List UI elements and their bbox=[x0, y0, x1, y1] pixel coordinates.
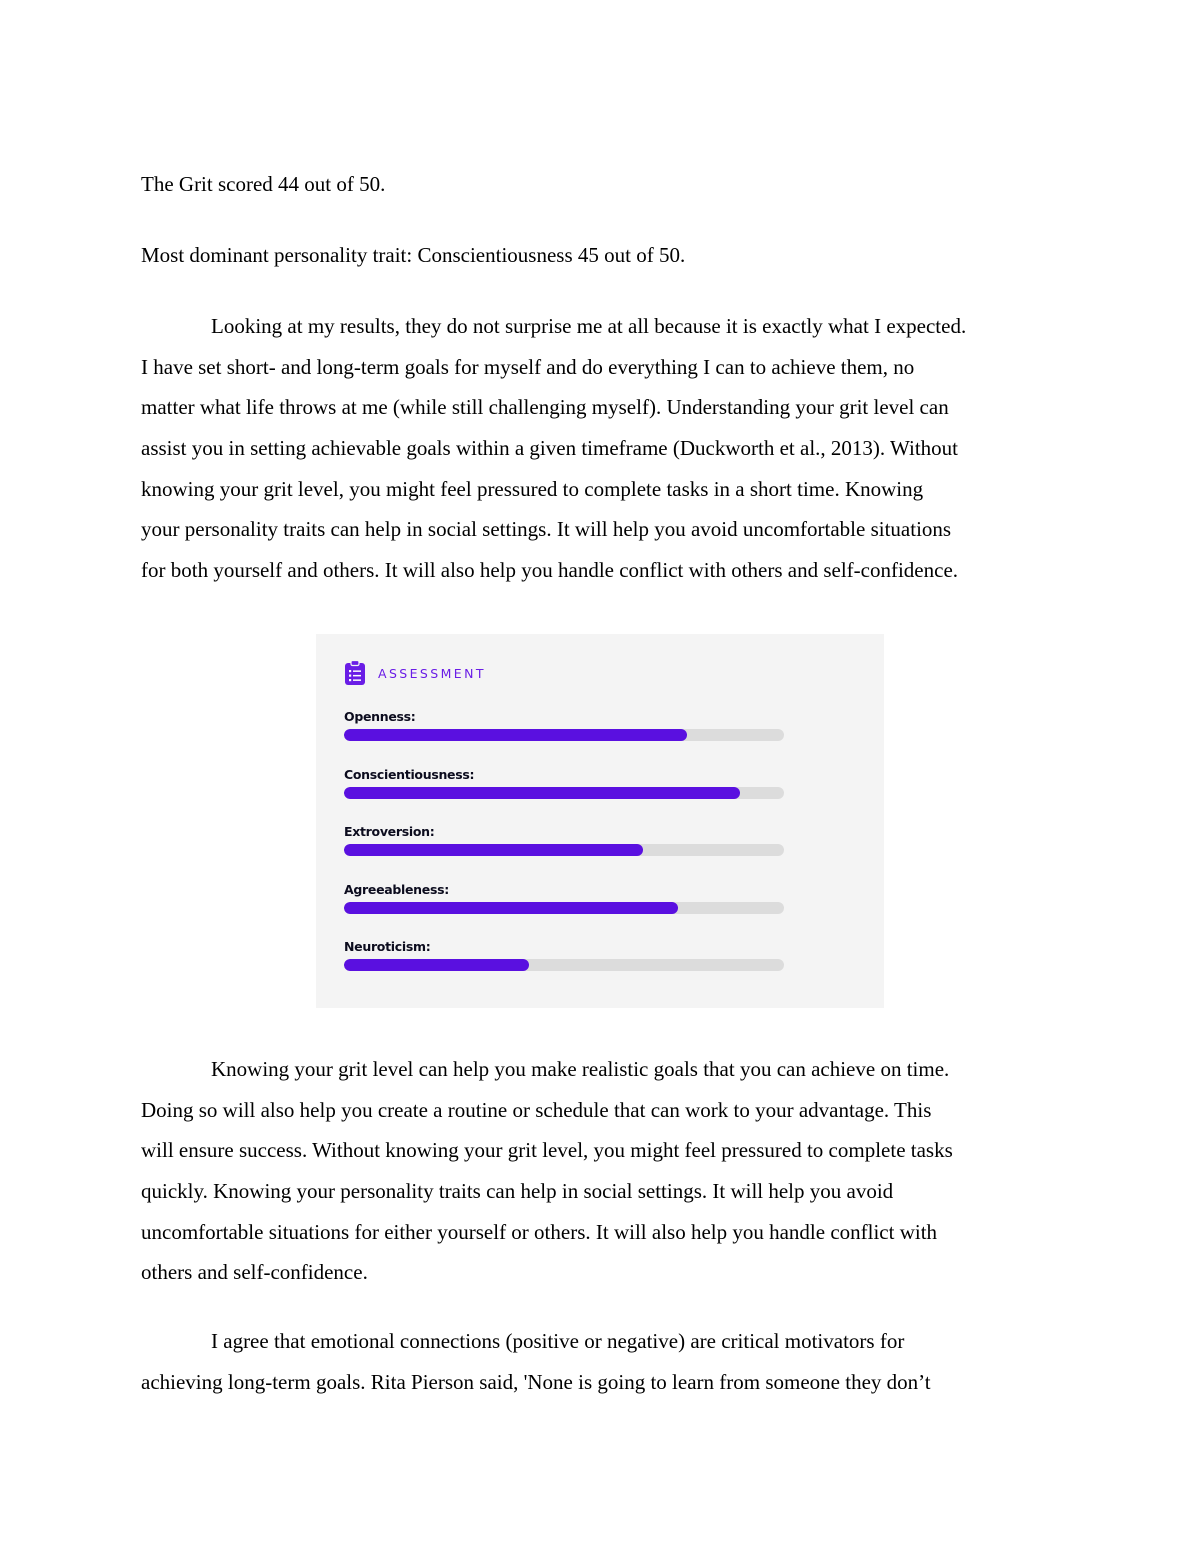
trait-bar-fill bbox=[344, 729, 687, 741]
paragraph-line: quickly. Knowing your personality traits can help in social settings. It will help you avoid bbox=[141, 1179, 894, 1204]
grit-score-line: The Grit scored 44 out of 50. bbox=[141, 172, 386, 196]
paragraph-line: I agree that emotional connections (positive or negative) are critical motivators for bbox=[211, 1329, 905, 1353]
trait-label: Conscientiousness: bbox=[344, 767, 475, 782]
trait-label: Extroversion: bbox=[344, 824, 435, 839]
paragraph-line: Looking at my results, they do not surprise me at all because it is exactly what I expected. bbox=[211, 314, 967, 338]
paragraph-line: achieving long-term goals. Rita Pierson said, 'None is going to learn from someone they don’t bbox=[141, 1369, 931, 1394]
trait-bar-track bbox=[344, 844, 784, 856]
assessment-figure bbox=[316, 634, 884, 1008]
clipboard-icon bbox=[344, 660, 366, 686]
trait-bar-track bbox=[344, 959, 784, 971]
trait-bar-fill bbox=[344, 787, 740, 799]
trait-conscientiousness bbox=[344, 766, 784, 806]
paragraph-line: will ensure success. Without knowing your grit level, you might feel pressured to complete tasks bbox=[141, 1138, 953, 1163]
paragraph-emotional bbox=[141, 1321, 1071, 1402]
paragraph-line: uncomfortable situations for either yourself or others. It will also help you handle conflict with bbox=[141, 1219, 938, 1244]
dominant-trait-line: Most dominant personality trait: Conscientiousness 45 out of 50. bbox=[141, 243, 686, 267]
trait-bar-track bbox=[344, 902, 784, 914]
trait-label: Openness: bbox=[344, 709, 416, 724]
paragraph-line: matter what life throws at me (while still challenging myself). Understanding your grit level can bbox=[141, 395, 949, 420]
trait-bar-track bbox=[344, 729, 784, 741]
trait-neuroticism bbox=[344, 938, 784, 978]
trait-extroversion bbox=[344, 823, 784, 863]
paragraph-line: knowing your grit level, you might feel pressured to complete tasks in a short time. Knowing bbox=[141, 476, 924, 501]
trait-bar-fill bbox=[344, 959, 529, 971]
paragraph-line: Knowing your grit level can help you make realistic goals that you can achieve on time. bbox=[211, 1057, 950, 1081]
assessment-title: ASSESSMENT bbox=[378, 665, 486, 681]
paragraph-line: Doing so will also help you create a routine or schedule that can work to your advantage. This bbox=[141, 1097, 932, 1122]
trait-openness bbox=[344, 708, 784, 748]
paragraph-grit bbox=[141, 1049, 1071, 1293]
paragraph-line: for both yourself and others. It will also help you handle conflict with others and self-confidence. bbox=[141, 558, 959, 583]
trait-agreeableness bbox=[344, 881, 784, 921]
trait-bar-track bbox=[344, 787, 784, 799]
trait-bar-fill bbox=[344, 844, 643, 856]
assessment-header bbox=[344, 660, 486, 686]
trait-label: Agreeableness: bbox=[344, 882, 449, 897]
paragraph-line: assist you in setting achievable goals within a given timeframe (Duckworth et al., 2013). Without bbox=[141, 436, 959, 461]
paragraph-results bbox=[141, 306, 1071, 591]
paragraph-line: others and self-confidence. bbox=[141, 1260, 368, 1285]
paragraph-line: I have set short- and long-term goals for myself and do everything I can to achieve them, no bbox=[141, 354, 915, 379]
trait-label: Neuroticism: bbox=[344, 939, 431, 954]
trait-bar-fill bbox=[344, 902, 678, 914]
paragraph-line: your personality traits can help in social settings. It will help you avoid uncomfortable situations bbox=[141, 517, 952, 542]
